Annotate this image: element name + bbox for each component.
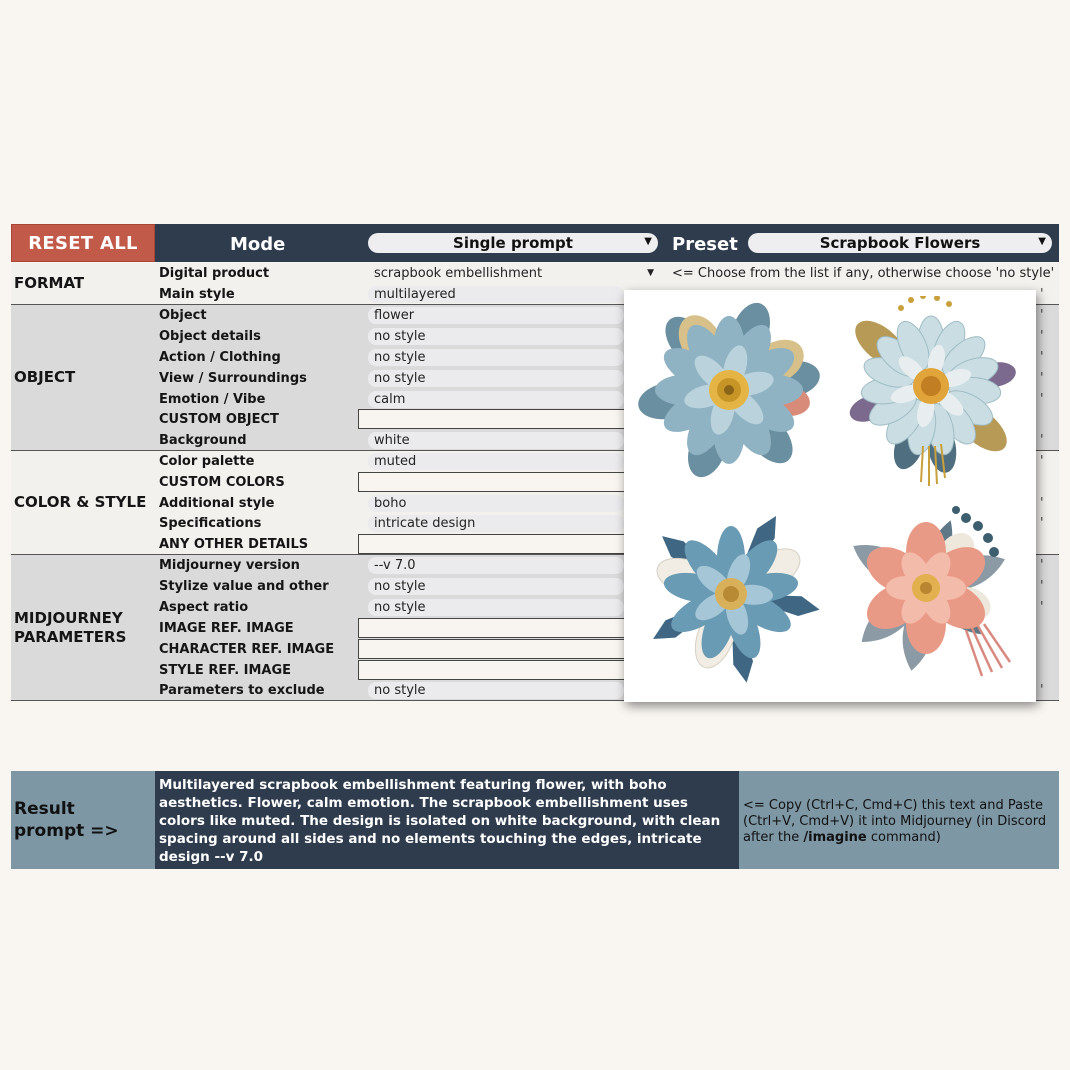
reset-all-button[interactable]: RESET ALL (11, 224, 155, 262)
preset-dropdown-value: Scrapbook Flowers (819, 234, 981, 252)
hint-fragment: ' (1040, 392, 1044, 407)
specifications-select[interactable]: intricate design (368, 515, 624, 532)
flower-image-4 (834, 496, 1026, 692)
row-label-color-palette: Color palette (159, 454, 255, 469)
result-prompt-text[interactable]: Multilayered scrapbook embellishment featuring flower, with boho aesthetics. Flower, calm emotion. The scrapbook embellishment uses colors like muted. The design is isolated on white background, with clean spacing around all sides and no elements touching the edges, intricate design --v 7.0 (155, 771, 739, 869)
preset-dropdown[interactable] (748, 233, 1052, 253)
row-label-additional-style: Additional style (159, 496, 275, 511)
row-label-background: Background (159, 433, 247, 448)
custom-colors-input[interactable] (358, 472, 626, 492)
hint-fragment: ' (1040, 600, 1044, 615)
character-ref-input[interactable] (358, 639, 626, 659)
image-ref-input[interactable] (358, 618, 626, 638)
preview-image-grid (624, 290, 1036, 702)
flower-image-3 (638, 496, 824, 692)
row-label-specifications: Specifications (159, 516, 262, 531)
object-details-select[interactable]: no style (368, 328, 624, 345)
row-label-view-surroundings: View / Surroundings (159, 371, 307, 386)
midjourney-version-select[interactable]: --v 7.0 (368, 557, 624, 574)
chevron-down-icon: ▼ (647, 268, 654, 278)
section-format: FORMAT (11, 263, 155, 305)
chevron-down-icon: ▼ (1038, 236, 1046, 247)
row-label-digital-product: Digital product (159, 266, 270, 281)
emotion-vibe-select[interactable]: calm (368, 391, 624, 408)
any-other-details-input[interactable] (358, 534, 626, 554)
row-label-aspect-ratio: Aspect ratio (159, 600, 249, 615)
flower-image-2 (836, 296, 1026, 492)
custom-object-input[interactable] (358, 409, 626, 429)
hint-fragment: ' (1040, 579, 1044, 594)
hint-fragment: ' (1040, 350, 1044, 365)
action-clothing-select[interactable]: no style (368, 349, 624, 366)
copy-instructions: <= Copy (Ctrl+C, Cmd+C) this text and Paste (Ctrl+V, Cmd+V) it into Midjourney (in Discord after the /imagine command) (739, 771, 1059, 869)
digital-product-hint: <= Choose from the list if any, otherwise choose 'no style' (672, 266, 1055, 281)
row-label-object: Object (159, 308, 207, 323)
digital-product-select[interactable]: scrapbook embellishment ▼ (374, 266, 654, 281)
hint-fragment: ' (1040, 496, 1044, 511)
result-prompt-label: Result prompt => (11, 771, 155, 869)
row-label-emotion-vibe: Emotion / Vibe (159, 392, 266, 407)
hint-fragment: ' (1040, 516, 1044, 531)
row-label-image-ref: IMAGE REF. IMAGE (159, 621, 294, 636)
object-select[interactable]: flower (368, 307, 624, 324)
section-color-style: COLOR & STYLE (11, 451, 155, 555)
main-style-select[interactable]: multilayered (368, 286, 624, 303)
section-midjourney-parameters: MIDJOURNEY PARAMETERS (11, 555, 155, 701)
row-label-style-ref: STYLE REF. IMAGE (159, 663, 292, 678)
row-label-stylize-value: Stylize value and other (159, 579, 329, 594)
hint-fragment: ' (1040, 308, 1044, 323)
mode-label: Mode (230, 234, 286, 255)
hint-fragment: ' (1040, 454, 1044, 469)
imagine-command: /imagine (803, 830, 867, 845)
row-label-parameters-exclude: Parameters to exclude (159, 683, 325, 698)
hint-fragment: ' (1040, 371, 1044, 386)
hint-fragment: ' (1040, 287, 1044, 302)
stylize-value-select[interactable]: no style (368, 578, 624, 595)
hint-fragment: ' (1040, 558, 1044, 573)
row-label-object-details: Object details (159, 329, 261, 344)
row-label-custom-object: CUSTOM OBJECT (159, 412, 279, 427)
view-surroundings-select[interactable]: no style (368, 370, 624, 387)
row-label-custom-colors: CUSTOM COLORS (159, 475, 285, 490)
row-label-action-clothing: Action / Clothing (159, 350, 281, 365)
preset-label: Preset (672, 234, 738, 255)
hint-fragment: ' (1040, 329, 1044, 344)
style-ref-input[interactable] (358, 660, 626, 680)
row-label-main-style: Main style (159, 287, 235, 302)
section-object: OBJECT (11, 305, 155, 451)
row-label-midjourney-version: Midjourney version (159, 558, 300, 573)
aspect-ratio-select[interactable]: no style (368, 599, 624, 616)
mode-dropdown-value: Single prompt (453, 234, 573, 252)
mode-dropdown[interactable] (368, 233, 658, 253)
row-label-character-ref: CHARACTER REF. IMAGE (159, 642, 335, 657)
row-label-any-other-details: ANY OTHER DETAILS (159, 537, 309, 552)
hint-fragment: ' (1040, 433, 1044, 448)
chevron-down-icon: ▼ (644, 236, 652, 247)
hint-fragment: ' (1040, 683, 1044, 698)
parameters-exclude-select[interactable]: no style (368, 682, 624, 699)
flower-image-1 (636, 298, 822, 490)
color-palette-select[interactable]: muted (368, 453, 624, 470)
additional-style-select[interactable]: boho (368, 495, 624, 512)
background-select[interactable]: white (368, 432, 624, 449)
